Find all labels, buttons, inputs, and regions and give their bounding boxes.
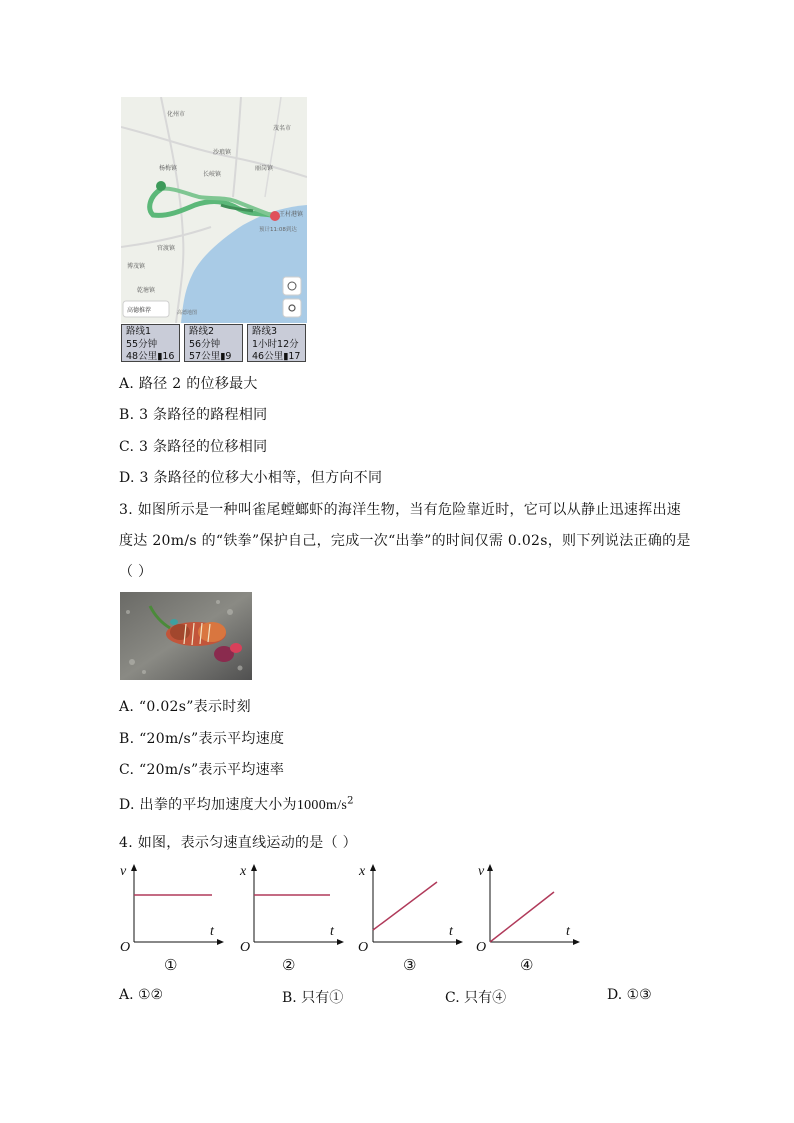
q4-option-b: B. 只有① xyxy=(282,990,344,1006)
graph-3-origin: O xyxy=(358,940,369,955)
graph-3-x-axis-label: t xyxy=(449,924,453,939)
route-card-3[interactable] xyxy=(247,324,306,362)
route-map-image xyxy=(121,97,307,323)
map-label: 乾塘镇 xyxy=(137,287,156,294)
map-label: 杨梅镇 xyxy=(159,165,178,172)
q3-option-d-exponent: 2 xyxy=(347,795,354,807)
route-options xyxy=(121,324,307,364)
q3-option-b: B. “20m/s”表示平均速度 xyxy=(119,731,285,747)
q3-option-a: A. “0.02s”表示时刻 xyxy=(119,699,251,715)
graph-3-y-axis-label: x xyxy=(359,864,366,879)
graph-3 xyxy=(357,860,469,974)
q3-option-d-text: D. 出拳的平均加速度大小为 xyxy=(119,797,297,813)
graph-1-x-axis-label: t xyxy=(210,924,214,939)
map-label: 茂名市 xyxy=(273,125,292,132)
graph-4-origin: O xyxy=(476,940,487,955)
q3-option-c: C. “20m/s”表示平均速率 xyxy=(119,762,285,778)
q2-option-c: C. 3 条路径的位移相同 xyxy=(119,439,268,455)
route-lights: 17 xyxy=(288,351,301,362)
graph-1-number: ① xyxy=(164,956,178,974)
mantis-shrimp-photo xyxy=(120,592,252,680)
map-scale-text: 高德地图 xyxy=(177,310,198,316)
graph-2-x-axis-label: t xyxy=(330,924,334,939)
graph-4-y-axis-label: v xyxy=(478,864,485,879)
graph-1-y-axis-label: v xyxy=(120,864,127,879)
map-label: 官渡镇 xyxy=(157,245,176,252)
q2-option-d: D. 3 条路径的位移大小相等，但方向不同 xyxy=(119,470,383,486)
graph-3-number: ③ xyxy=(403,956,417,974)
highway-button[interactable]: 高德推荐 xyxy=(127,307,152,314)
q3-stem-line1: 3. 如图所示是一种叫雀尾螳螂虾的海洋生物，当有危险靠近时，它可以从静止迅速挥出速 xyxy=(119,502,682,518)
q3-stem-line2: 度达 20m/s 的“铁拳”保护自己，完成一次“出拳”的时间仅需 0.02s，则下列说法正确的是 xyxy=(119,533,691,549)
map-label: 沙琅镇 xyxy=(213,149,232,156)
graph-2 xyxy=(240,860,352,974)
graph-2-origin: O xyxy=(240,940,251,955)
route-card-2[interactable] xyxy=(184,324,243,362)
route-distance: 57公里 xyxy=(189,351,221,362)
q4-option-c: C. 只有④ xyxy=(445,990,507,1006)
map-label: 博茂镇 xyxy=(127,263,146,270)
q4-stem: 4. 如图，表示匀速直线运动的是（ ） xyxy=(119,835,357,851)
route-time: 1小时12分 xyxy=(252,338,299,350)
graph-4-line xyxy=(490,892,554,942)
route-name: 路线3 xyxy=(252,326,278,337)
map-label: 丽岗镇 xyxy=(255,165,274,172)
q2-option-b: B. 3 条路径的路程相同 xyxy=(119,407,268,423)
q4-option-a: A. ①② xyxy=(119,987,164,1003)
traffic-light-icon: ▮ xyxy=(283,351,289,362)
route-distance: 46公里 xyxy=(252,351,284,362)
route-card-1[interactable] xyxy=(121,324,180,362)
map-label: 化州市 xyxy=(167,111,186,118)
route-lights: 16 xyxy=(162,351,175,362)
q3-option-d-value: 1000m/s xyxy=(296,798,348,813)
q3-answer-paren: （ ） xyxy=(119,564,153,580)
graph-2-y-axis-label: x xyxy=(240,864,247,879)
route-distance: 48公里 xyxy=(126,351,158,362)
route-lights: 9 xyxy=(225,351,232,362)
map-label: 长岐镇 xyxy=(203,171,222,178)
route-time: 56分钟 xyxy=(189,338,221,350)
route-name: 路线2 xyxy=(189,326,215,337)
q2-option-a: A. 路径 2 的位移最大 xyxy=(119,376,258,392)
graph-3-line xyxy=(373,882,437,930)
graph-4 xyxy=(474,860,586,974)
eta-label: 预计11:08到达 xyxy=(259,227,297,233)
map-label: 王村港镇 xyxy=(279,211,304,218)
graph-1-origin: O xyxy=(120,940,131,955)
graph-4-number: ④ xyxy=(520,956,534,974)
graph-4-x-axis-label: t xyxy=(566,924,570,939)
q3-option-d xyxy=(119,794,354,814)
traffic-light-icon: ▮ xyxy=(157,351,163,362)
graph-1 xyxy=(120,860,232,974)
route-name: 路线1 xyxy=(126,326,152,337)
q4-option-d: D. ①③ xyxy=(607,987,652,1003)
traffic-light-icon: ▮ xyxy=(220,351,226,362)
route-time: 55分钟 xyxy=(126,338,158,350)
graph-2-number: ② xyxy=(282,956,296,974)
